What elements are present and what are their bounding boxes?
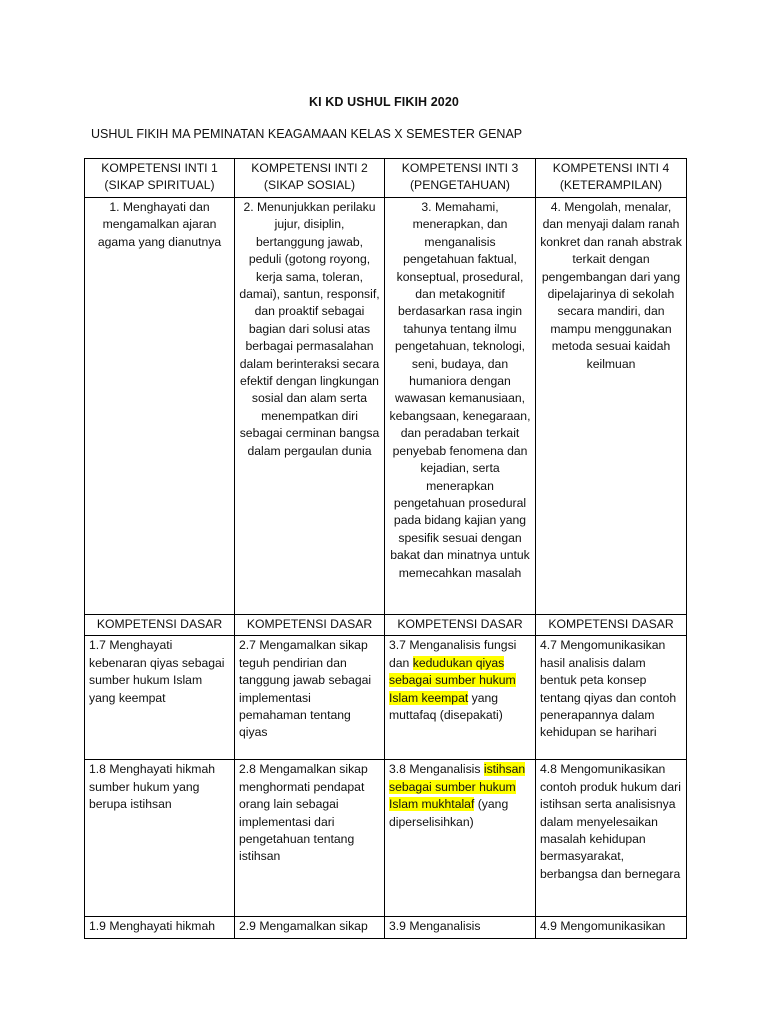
- kd-2-7-cell: 2.7 Mengamalkan sikap teguh pendirian dan tanggung jawab sebagai implementasi pemahaman tentang qiyas: [235, 636, 385, 760]
- header-ki-4: KOMPETENSI INTI 4 (KETERAMPILAN): [536, 159, 687, 198]
- kd-1-8-cell: 1.8 Menghayati hikmah sumber hukum yang berupa istihsan: [85, 760, 235, 917]
- kd-3-8-highlight: istihsan sebagai sumber hukum Islam mukhtalaf: [389, 762, 526, 812]
- kd-4-9-cell: 4.9 Mengomunikasikan: [536, 917, 687, 938]
- kd-header-2: KOMPETENSI DASAR: [235, 615, 385, 636]
- table-row-ki: [85, 198, 687, 615]
- ki-4-cell: 4. Mengolah, menalar, dan menyaji dalam ranah konkret dan ranah abstrak terkait dengan pengembangan dari yang dipelajarinya di sekolah secara mandiri, dan mampu menggunakan metoda sesuai kaidah keilmuan: [536, 198, 687, 615]
- kd-2-8-cell: 2.8 Mengamalkan sikap menghormati pendapat orang lain sebagai implementasi dari pengetahuan tentang istihsan: [235, 760, 385, 917]
- kd-3-8-text-end: (yang diperselisihkan): [389, 797, 509, 829]
- kd-3-7-text-end: yang muttafaq (disepakati): [389, 690, 503, 723]
- kd-4-8-cell: 4.8 Mengomunikasikan contoh produk hukum dari istihsan serta analisisnya dalam menyelesaikan masalah kehidupan bermasyarakat, berbangsa dan bernegara: [536, 760, 687, 917]
- ki-3-cell: 3. Memahami, menerapkan, dan menganalisis pengetahuan faktual, konseptual, prosedural, dan metakognitif berdasarkan rasa ingin tahunya tentang ilmu pengetahuan, teknologi, seni, budaya, dan humaniora dengan wawasan kemanusiaan, kebangsaan, kenegaraan, dan peradaban terkait penyebab fenomena dan kejadian, serta menerapkan pengetahuan prosedural pada bidang kajian yang spesifik sesuai dengan bakat dan minatnya untuk memecahkan masalah: [385, 198, 536, 615]
- kd-2-9-cell: 2.9 Mengamalkan sikap: [235, 917, 385, 938]
- kd-3-7-text-start: 3.7 Menganalisis fungsi dan: [389, 638, 517, 670]
- header-ki-3: KOMPETENSI INTI 3 (PENGETAHUAN): [385, 159, 536, 198]
- ki-2-cell: 2. Menunjukkan perilaku jujur, disiplin, bertanggung jawab, peduli (gotong royong, kerja sama, toleran, damai), santun, responsif, dan proaktif sebagai bagian dari solusi atas berbagai permasalahan dalam berinteraksi secara efektif dengan lingkungan sosial dan alam serta menempatkan diri sebagai cerminan bangsa dalam pergaulan dunia: [235, 198, 385, 615]
- header-ki-1: KOMPETENSI INTI 1 (SIKAP SPIRITUAL): [85, 159, 235, 198]
- competency-table: [84, 158, 687, 939]
- kd-1-7-cell: 1.7 Menghayati kebenaran qiyas sebagai sumber hukum Islam yang keempat: [85, 636, 235, 760]
- page-subtitle: USHUL FIKIH MA PEMINATAN KEAGAMAAN KELAS X SEMESTER GENAP: [91, 127, 523, 141]
- table-row-1-8: [85, 760, 687, 917]
- table-row-kd-header: [85, 615, 687, 636]
- table-row-1-9: [85, 917, 687, 938]
- ki-1-cell: 1. Menghayati dan mengamalkan ajaran agama yang dianutnya: [85, 198, 235, 615]
- page-title: KI KD USHUL FIKIH 2020: [309, 95, 459, 109]
- kd-3-7-cell: [385, 636, 536, 760]
- table-header-row: [85, 159, 687, 198]
- kd-header-3: KOMPETENSI DASAR: [385, 615, 536, 636]
- kd-header-4: KOMPETENSI DASAR: [536, 615, 687, 636]
- kd-3-8-cell: [385, 760, 536, 917]
- kd-1-9-cell: 1.9 Menghayati hikmah: [85, 917, 235, 938]
- kd-3-7-highlight: kedudukan qiyas sebagai sumber hukum Islam keempat: [389, 655, 516, 705]
- kd-3-9-cell: 3.9 Menganalisis: [385, 917, 536, 938]
- header-ki-2: KOMPETENSI INTI 2 (SIKAP SOSIAL): [235, 159, 385, 198]
- table-row-1-7: [85, 636, 687, 760]
- kd-4-7-cell: 4.7 Mengomunikasikan hasil analisis dalam bentuk peta konsep tentang qiyas dan contoh penerapannya dalam kehidupan se harihari: [536, 636, 687, 760]
- kd-3-8-text-start: 3.8 Menganalisis: [389, 762, 484, 777]
- kd-header-1: KOMPETENSI DASAR: [85, 615, 235, 636]
